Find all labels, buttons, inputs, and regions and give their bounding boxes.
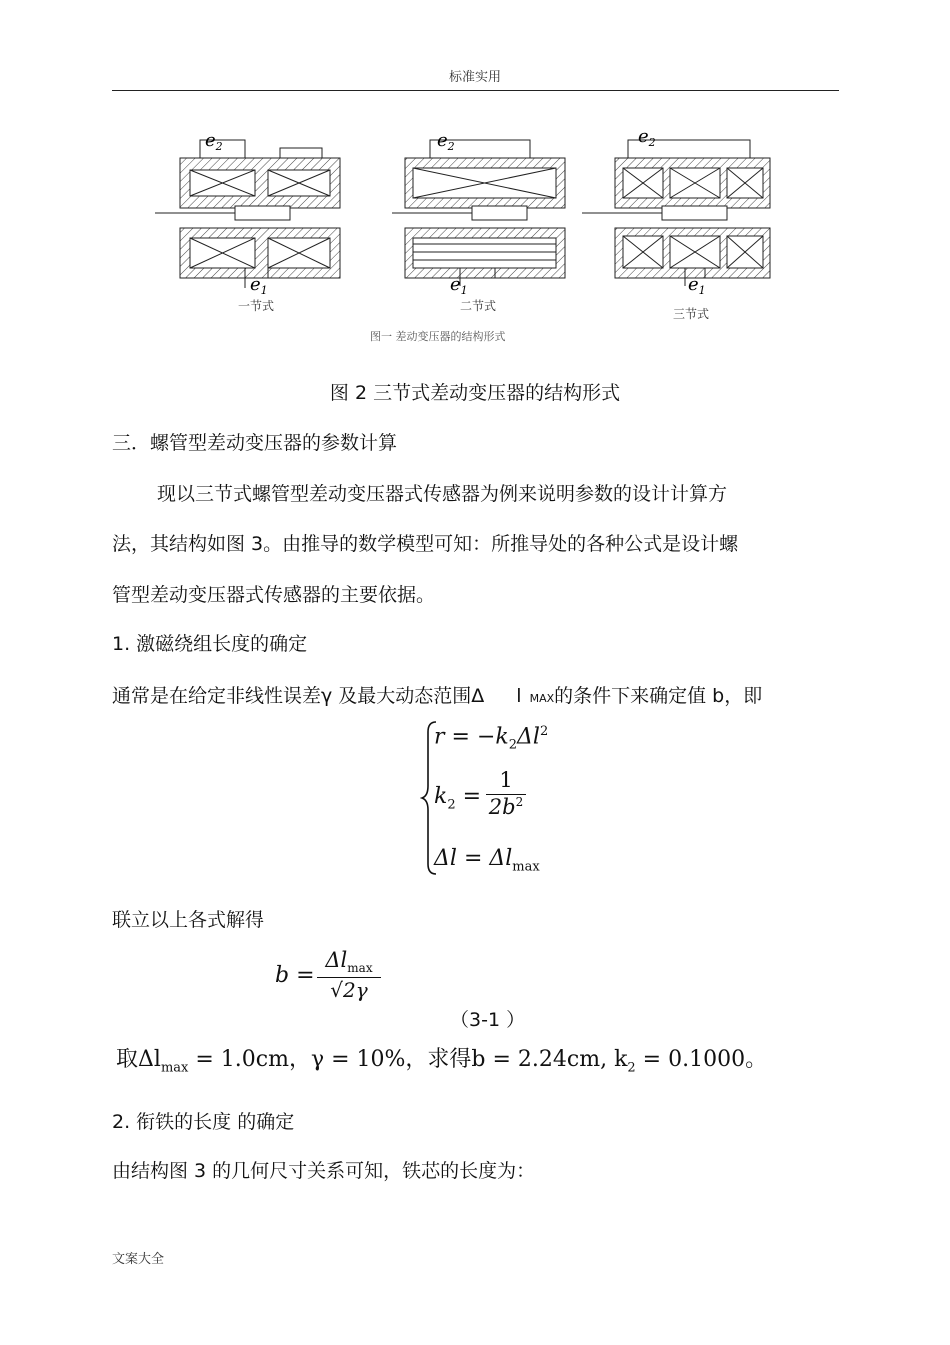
result-a: 取Δl: [116, 1047, 161, 1072]
formula-num-sub: max: [347, 961, 373, 976]
eq2-lhs-sub: 2: [447, 797, 456, 813]
unit-two-section: [392, 140, 565, 286]
e1-label-2: $e_1$: [450, 274, 468, 297]
para4: 由结构图 3 的几何尺寸关系可知，铁芯的长度为：: [112, 1160, 536, 1182]
para2-max: MAX: [529, 692, 555, 705]
section-title: 三．螺管型差动变压器的参数计算: [112, 432, 398, 454]
eq2-eq: =: [462, 784, 482, 809]
e1-label-3: $e_1$: [688, 274, 706, 297]
para3: 联立以上各式解得: [112, 909, 265, 931]
eq2-fraction: [486, 768, 526, 819]
equation-system: [420, 718, 620, 878]
para2: [112, 681, 762, 708]
eq1-sup: 2: [539, 724, 549, 739]
eq1: [434, 724, 548, 753]
e1-label-1: $e_1$: [250, 274, 268, 297]
eq2-den: 2b: [488, 795, 516, 819]
para2-a: 通常是在给定非线性误差γ 及最大动态范围Δ: [112, 685, 485, 707]
eq3-lhs: Δl: [434, 846, 457, 871]
eq2-num: 1: [499, 768, 513, 792]
transformer-diagram: [150, 118, 790, 348]
subsection-2-title: 2. 衔铁的长度 的确定: [112, 1111, 295, 1133]
transformer-figure: [150, 118, 790, 352]
eq3-rhs: = Δl: [463, 846, 513, 871]
result-line: [116, 1042, 767, 1075]
eq1-lhs: r: [434, 724, 445, 750]
page-footer: 文案大全: [112, 1252, 165, 1267]
formula-3-1: [275, 948, 395, 1018]
para2-d: 的条件下来确定值 b，即: [554, 685, 763, 707]
result-c: = 0.1000。: [635, 1047, 768, 1072]
result-b: = 1.0cm，γ = 10%，求得b = 2.24cm, k: [188, 1047, 628, 1072]
eq2: [434, 784, 481, 812]
eq3-sub: max: [512, 859, 540, 875]
e2-label-1: $e_2$: [205, 130, 223, 153]
e2-label-2: $e_2$: [437, 130, 455, 153]
subsection-1-title: 1. 激磁绕组长度的确定: [112, 633, 308, 655]
unit-one-section: [155, 140, 340, 288]
eq1-tail: Δl: [517, 724, 540, 750]
page-header: 标准实用: [448, 70, 501, 85]
para2-l: l: [516, 685, 522, 707]
unit-three-section: [582, 140, 770, 286]
e2-label-3: $e_2$: [638, 126, 656, 149]
formula-label: （3-1 ）: [450, 1009, 526, 1031]
result-b-sub: 2: [627, 1060, 636, 1076]
formula-den: 2γ: [343, 978, 368, 1003]
formula-lhs: b =: [275, 963, 315, 988]
sublabel-three: 三节式: [673, 307, 710, 321]
eq1-sub: 2: [508, 737, 518, 753]
result-a-sub: max: [160, 1060, 189, 1076]
header-rule: [112, 90, 839, 91]
eq2-den-sup: 2: [515, 795, 524, 809]
formula-fraction: $\Delta l_{max}$ √2γ: [317, 948, 381, 1002]
para1-line1: 现以三节式螺管型差动变压器式传感器为例来说明参数的设计计算方: [157, 483, 728, 505]
formula-num: Δl: [325, 948, 348, 972]
sublabel-one: 一节式: [238, 299, 275, 313]
para1-line3: 管型差动变压器式传感器的主要依据。: [112, 584, 436, 606]
figure-small-caption: 图一 差动变压器的结构形式: [370, 330, 506, 343]
para1-line2: 法，其结构如图 3。由推导的数学模型可知：所推导处的各种公式是设计螺: [112, 533, 739, 555]
figure-caption: 图 2 三节式差动变压器的结构形式: [329, 382, 621, 404]
eq2-lhs: k: [434, 784, 448, 809]
sublabel-two: 二节式: [460, 299, 497, 313]
eq1-rhs: = −k: [451, 724, 509, 750]
eq3: [434, 846, 540, 874]
